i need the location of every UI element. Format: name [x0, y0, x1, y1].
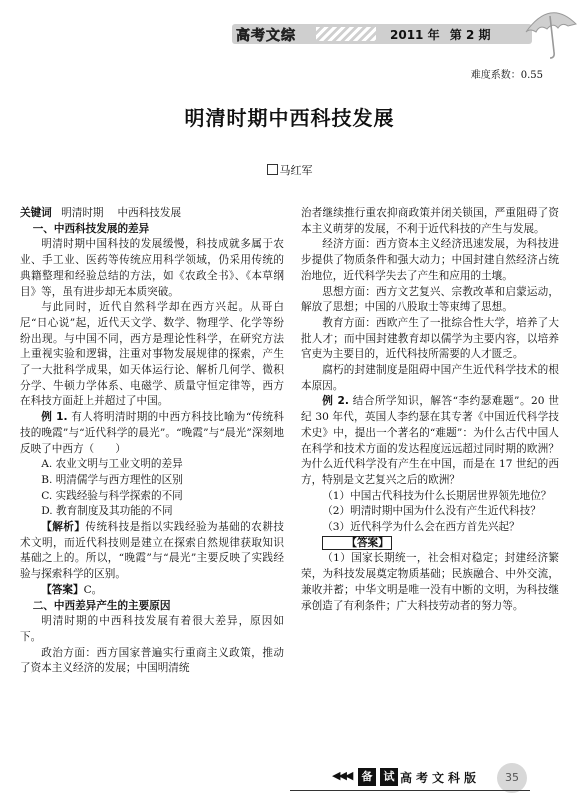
question-1: （1）中国古代科技为什么长期居世界领先地位？: [322, 489, 552, 502]
paragraph: 明清时期中国科技的发展缓慢，科技成就多属于农业、手工业、医药等传统应用科学领域，仍采用传统的典籍整理和经验总结的方法，如《农政全书》、《本草纲目》等，虽有进步却无本质突破。: [20, 238, 284, 298]
paragraph: 与此同时，近代自然科学却在西方兴起。从哥白尼“日心说”起，近代天文学、数学、物理学、化学等纷纷出现。与中国不同，西方是理论性科学，在研究方法上重视实验和逻辑，注重对事物发展规律的探索，产生了一大批科学成果，如天体运行论、解析几何学、微积分学、牛顿力学体系、电磁学、质量守恒定律等，西方在科技方面赶上并超过了中国。: [20, 301, 284, 408]
paragraph: 腐朽的封建制度是阻碍中国产生近代科学技术的根本原因。: [301, 364, 559, 392]
paragraph: 治者继续推行重农抑商政策并闭关锁国，严重阻碍了资本主义萌芽的发展，不利于近代科技的产生与发展。: [301, 207, 559, 235]
left-column: [20, 206, 284, 677]
issue-year: 2011 年: [390, 28, 440, 42]
example-1: [20, 410, 284, 457]
question-3: （3）近代科学为什么会在西方首先兴起？: [322, 521, 520, 534]
footer-edition: 高考文科版: [400, 771, 481, 785]
paragraph: 政治方面：西方国家普遍实行重商主义政策，推动了资本主义经济的发展；中国明清统: [20, 646, 284, 675]
difficulty-rating: 难度系数：0.55: [470, 70, 543, 81]
paragraph: 思想方面：西方文艺复兴、宗教改革和启蒙运动，解放了思想；中国的八股取士等束缚了思想。: [301, 285, 559, 314]
paragraph: 教育方面：西欧产生了一批综合性大学，培养了大批人才；而中国封建教育却以儒学为主要内容，以培养官吏为主要目的，近代科技所需要的人才匮乏。: [301, 316, 559, 361]
answer-text: C。: [83, 583, 103, 596]
question-2: （2）明清时期中国为什么没有产生近代科技？: [322, 505, 541, 518]
issue-info: [390, 26, 490, 43]
example-2: [301, 394, 559, 488]
example-label: 例 1.: [41, 411, 68, 424]
analysis-text: 传统科技是指以实践经验为基础的农耕技术文明，而近代科技则是建立在探索自然规律获取知识基础之上的。所以，“晚霞”与“晨光”主要反映了实践经验与探索科学的区别。: [20, 521, 285, 581]
option-c: C. 实践经验与科学探索的不同: [41, 489, 183, 502]
arrows-icon: ◀◀◀: [332, 769, 352, 782]
option-a: A. 农业文明与工业文明的差异: [41, 458, 183, 471]
analysis: [20, 520, 284, 583]
footer-badge-2: 试: [380, 768, 398, 786]
keywords-line: [20, 206, 284, 222]
paragraph: 明清时期的中西科技发展有着很大差异，原因如下。: [20, 615, 284, 643]
example-text: 结合所学知识，解答“李约瑟难题”。20 世纪 30 年代，英国人李约瑟在其专著《中国近代科学技术史》中，提出一个著名的“难题”：为什么古代中国人在科学和技术方面的发达程度远远超过同时期的欧洲？为什么近代科学没有产生在中国，而是在 17 世纪的西方，特别是文艺复兴之后的欧洲？: [301, 395, 559, 486]
answer-heading: [301, 536, 559, 552]
right-column: [301, 206, 559, 614]
section-heading-2: 二、中西差异产生的主要原因: [32, 599, 171, 612]
keyword-item: 明清时期: [61, 207, 104, 219]
example-label: 例 2.: [322, 395, 349, 408]
author-box-icon: [267, 164, 278, 175]
option-d: D. 教育制度及其功能的不同: [41, 505, 173, 518]
answer-tag: 【答案】: [41, 583, 84, 596]
example-text: 有人将明清时期的中西方科技比喻为“传统科技的晚霞”与“近代科学的晨光”。“晚霞”与“晨光”深刻地反映了中西方（ ）: [20, 411, 285, 455]
page-footer: [290, 767, 540, 787]
page-number: 35: [497, 763, 527, 793]
umbrella-icon: [520, 2, 579, 62]
footer-badge-1: 备: [358, 768, 376, 786]
article-author: [0, 162, 579, 178]
keyword-item: 中西科技发展: [117, 207, 182, 219]
answer-1: （1）国家长期统一，社会相对稳定；封建经济繁荣，为科技发展奠定物质基础；民族融合、中外交流，兼收并蓄；中华文明是唯一没有中断的文明，为科技继承创造了有利条件；广大科技劳动者的努力等。: [301, 552, 559, 612]
section-heading-1: 一、中西科技发展的差异: [32, 222, 150, 235]
author-name: 马红军: [279, 164, 313, 177]
answer: [20, 583, 284, 599]
analysis-tag: 【解析】: [41, 521, 86, 534]
issue-number: 第 2 期: [449, 28, 491, 42]
option-b: B. 明清儒学与西方理性的区别: [41, 473, 183, 486]
answer-tag: 【答案】: [322, 536, 392, 550]
header-decoration: [316, 27, 376, 41]
paragraph: 经济方面：西方资本主义经济迅速发展，为科技进步提供了物质条件和强大动力；中国封建自然经济占统治地位，近代科学失去了产生和应用的土壤。: [301, 238, 559, 282]
article-title: 明清时期中西科技发展: [184, 106, 395, 130]
journal-brand: 高考文综: [236, 28, 296, 44]
keywords-label: 关键词: [20, 207, 52, 219]
footer-divider: [290, 790, 530, 791]
